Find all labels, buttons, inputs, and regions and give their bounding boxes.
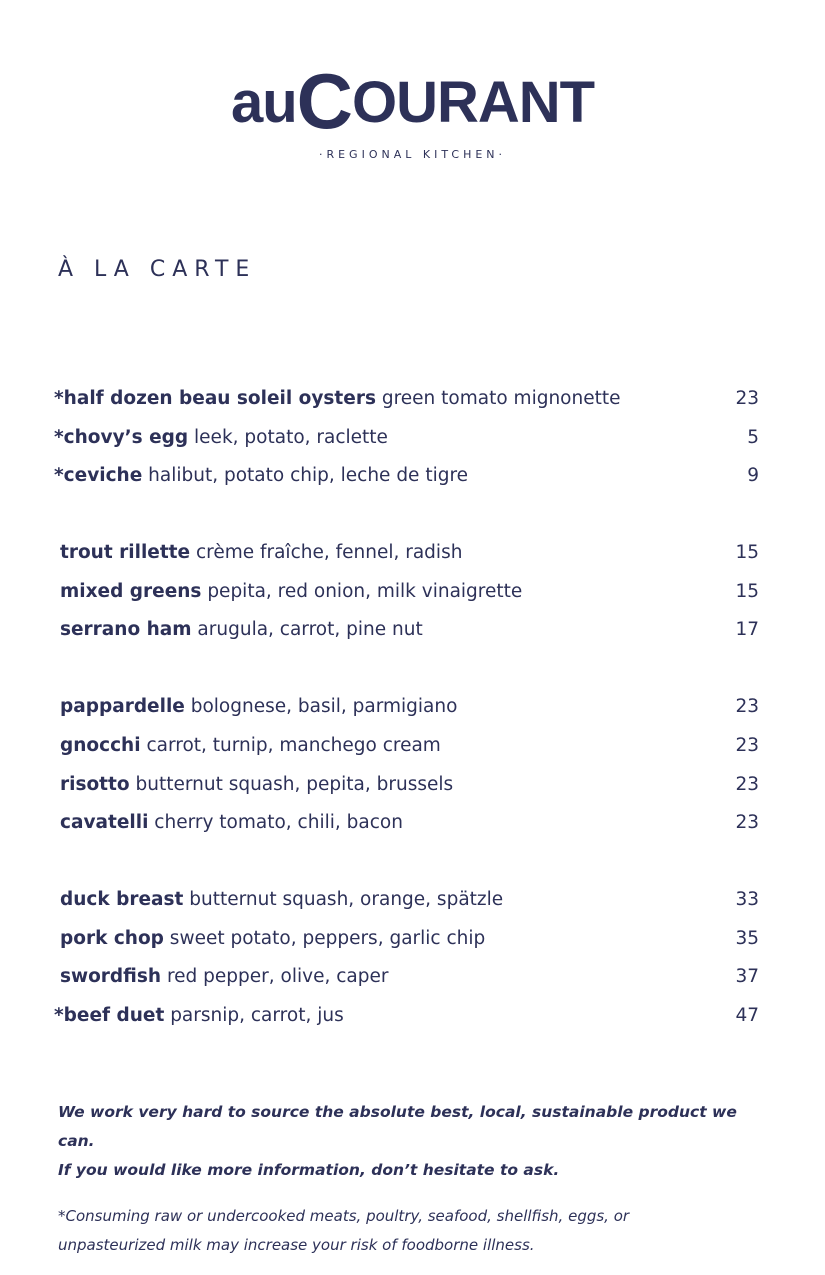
restaurant-logo: [0, 57, 825, 161]
item-description: cherry tomato, chili, bacon: [148, 812, 403, 834]
menu-item: [54, 727, 759, 766]
item-price: 23: [735, 388, 759, 409]
item-name: pork chop: [60, 927, 164, 949]
menu-item: [54, 997, 759, 1036]
menu-list: [54, 380, 759, 1074]
item-description: butternut squash, pepita, brussels: [129, 773, 454, 795]
menu-item: [54, 881, 759, 920]
item-description: pepita, red onion, milk vinaigrette: [201, 580, 523, 602]
menu-item: [54, 380, 759, 419]
item-price: 35: [735, 927, 759, 949]
item-price: 9: [747, 465, 759, 487]
item-description: parsnip, carrot, jus: [164, 1004, 344, 1026]
item-price: 23: [735, 773, 759, 795]
item-price: 15: [735, 580, 759, 602]
item-name: *ceviche: [54, 465, 143, 487]
sourcing-note-line: If you would like more information, don’t hesitate to ask.: [58, 1161, 560, 1179]
item-price: 17: [735, 619, 759, 641]
item-name: swordfish: [60, 966, 162, 988]
item-description: green tomato mignonette: [375, 388, 621, 409]
item-description: bolognese, basil, parmigiano: [184, 696, 458, 718]
item-price: 37: [735, 966, 759, 988]
menu-group-mains: [54, 881, 759, 1036]
menu-group-starters: [54, 534, 759, 650]
item-price: 23: [735, 696, 759, 718]
menu-item: [54, 688, 759, 727]
menu-group-pasta: [54, 688, 759, 843]
item-description: crème fraîche, fennel, radish: [190, 542, 463, 564]
menu-item: [54, 611, 759, 650]
item-description: arugula, carrot, pine nut: [191, 619, 423, 641]
menu-group-raw: [54, 380, 759, 496]
menu-item: [54, 419, 759, 458]
item-name: trout rillette: [60, 542, 191, 564]
item-price: 15: [735, 542, 759, 564]
menu-item: [54, 573, 759, 612]
item-name: gnocchi: [60, 734, 141, 756]
disclaimer-line: *Consuming raw or undercooked meats, poultry, seafood, shellfish, eggs, or: [58, 1207, 630, 1225]
menu-item: [54, 534, 759, 573]
disclaimer-line: unpasteurized milk may increase your risk of foodborne illness.: [58, 1236, 535, 1254]
menu-item: [54, 804, 759, 843]
item-price: 5: [747, 426, 759, 448]
logo-tagline: ·REGIONAL KITCHEN·: [318, 148, 507, 161]
item-name: *chovy’s egg: [54, 426, 189, 448]
item-description: carrot, turnip, manchego cream: [140, 734, 441, 756]
item-description: red pepper, olive, caper: [161, 966, 389, 988]
item-name: duck breast: [60, 888, 184, 910]
menu-item: [54, 457, 759, 496]
item-description: halibut, potato chip, leche de tigre: [142, 465, 469, 487]
item-price: 47: [735, 1004, 759, 1026]
menu-item: [54, 958, 759, 997]
item-name: risotto: [60, 773, 130, 795]
item-name: mixed greens: [60, 580, 202, 602]
section-title: À LA CARTE: [58, 257, 257, 282]
item-price: 33: [735, 888, 759, 910]
item-name: *beef duet: [54, 1004, 165, 1026]
item-name: pappardelle: [60, 696, 185, 718]
sourcing-note: [58, 1098, 778, 1185]
item-description: sweet potato, peppers, garlic chip: [163, 927, 486, 949]
item-name: cavatelli: [60, 812, 149, 834]
menu-item: [54, 920, 759, 959]
food-safety-disclaimer: [58, 1202, 778, 1260]
item-description: leek, potato, raclette: [188, 426, 388, 448]
item-price: 23: [735, 812, 759, 834]
item-price: 23: [735, 734, 759, 756]
item-name: *half dozen beau soleil oysters: [54, 388, 376, 409]
item-description: butternut squash, orange, spätzle: [183, 888, 504, 910]
menu-item: [54, 766, 759, 805]
logo-wordmark: auCOURANT: [230, 57, 595, 145]
item-name: serrano ham: [60, 619, 192, 641]
sourcing-note-line: We work very hard to source the absolute best, local, sustainable product we can.: [58, 1103, 737, 1150]
